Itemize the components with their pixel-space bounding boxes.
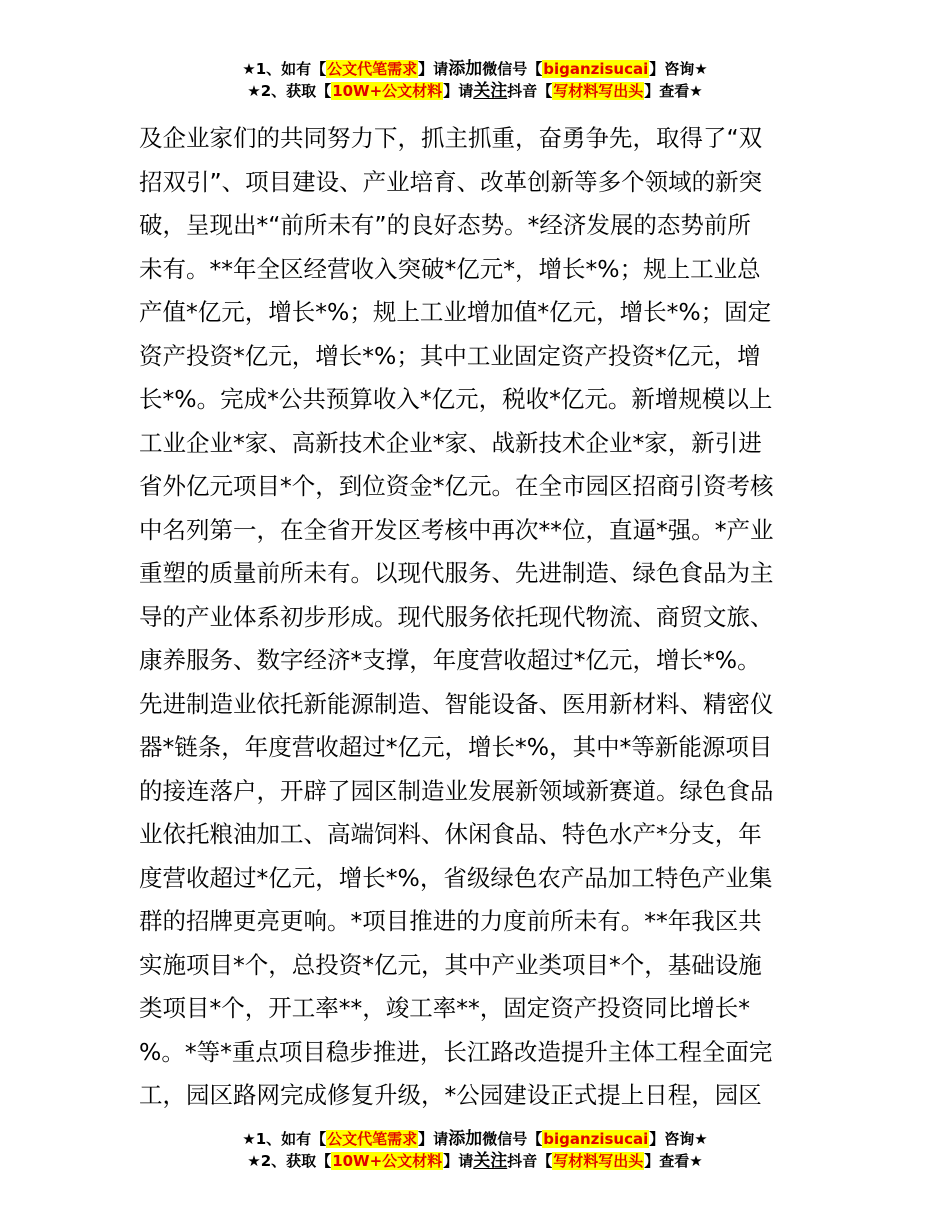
text-line: 实施项目*个，总投资*亿元，其中产业类项目*个，基础设施 xyxy=(139,950,762,979)
highlight-douyin-id: 写材料写出头 xyxy=(553,1152,644,1170)
banner-line-2: ★2、获取【10W+公文材料】请关注抖音【写材料写出头】查看★ xyxy=(247,81,703,101)
banner-line-2: ★2、获取【10W+公文材料】请关注抖音【写材料写出头】查看★ xyxy=(247,1151,703,1171)
text-line: 资产投资*亿元，增长*%；其中工业固定资产投资*亿元，增 xyxy=(139,341,761,370)
footer-banner xyxy=(0,1128,950,1172)
header-banner xyxy=(0,58,950,102)
highlight-service: 公文代笔需求 xyxy=(327,1130,418,1148)
highlight-wechat-id: biganzisucai xyxy=(543,60,649,78)
text-line: 中名列第一，在全省开发区考核中再次**位，直逼*强。*产业 xyxy=(139,515,774,544)
highlight-douyin-id: 写材料写出头 xyxy=(553,82,644,100)
banner-line-1: ★1、如有【公文代笔需求】请添加微信号【biganzisucai】咨询★ xyxy=(242,59,708,79)
text-line: 类项目*个，开工率**，竣工率**，固定资产投资同比增长* xyxy=(139,994,750,1022)
text-line: 器*链条，年度营收超过*亿元，增长*%，其中*等新能源项目 xyxy=(139,733,773,761)
text-line: 破，呈现出*“前所未有”的良好态势。*经济发展的态势前所 xyxy=(139,211,751,239)
text-line: 度营收超过*亿元，增长*%，省级绿色农产品加工特色产业集 xyxy=(139,863,773,892)
text-line: 产值*亿元，增长*%；规上工业增加值*亿元，增长*%；固定 xyxy=(139,298,772,326)
text-line: 省外亿元项目*个，到位资金*亿元。在全市园区招商引资考核 xyxy=(139,472,774,500)
text-line: 康养服务、数字经济*支撑，年度营收超过*亿元，增长*%。 xyxy=(139,646,761,674)
highlight-service: 公文代笔需求 xyxy=(327,60,418,78)
text-line: 重塑的质量前所未有。以现代服务、先进制造、绿色食品为主 xyxy=(139,559,774,587)
text-line: 群的招牌更亮更响。*项目推进的力度前所未有。**年我区共 xyxy=(139,907,762,935)
text-line: 的接连落户，开辟了园区制造业发展新领域新赛道。绿色食品 xyxy=(139,776,774,805)
text-line: 未有。**年全区经营收入突破*亿元*，增长*%；规上工业总 xyxy=(139,254,761,283)
highlight-wechat-id: biganzisucai xyxy=(543,1130,649,1148)
text-line: 导的产业体系初步形成。现代服务依托现代物流、商贸文旅、 xyxy=(139,602,774,631)
text-line: 工业企业*家、高新技术企业*家、战新技术企业*家，新引进 xyxy=(139,428,762,457)
text-line: 招双引”、项目建设、产业培育、改革创新等多个领域的新突 xyxy=(139,167,763,196)
text-line: 业依托粮油加工、高端饲料、休闲食品、特色水产*分支，年 xyxy=(139,820,762,848)
text-line: 及企业家们的共同努力下，抓主抓重，奋勇争先，取得了“双 xyxy=(139,124,763,152)
text-line: 先进制造业依托新能源制造、智能设备、医用新材料、精密仪 xyxy=(139,689,774,718)
text-line: %。*等*重点项目稳步推进，长江路改造提升主体工程全面完 xyxy=(139,1037,773,1066)
text-line: 工，园区路网完成修复升级，*公园建设正式提上日程，园区 xyxy=(139,1081,762,1109)
text-line: 长*%。完成*公共预算收入*亿元，税收*亿元。新增规模以上 xyxy=(139,385,773,413)
document-body xyxy=(139,117,819,1118)
banner-line-1: ★1、如有【公文代笔需求】请添加微信号【biganzisucai】咨询★ xyxy=(242,1129,708,1149)
highlight-materials: 10W+公文材料 xyxy=(332,1152,443,1170)
highlight-materials: 10W+公文材料 xyxy=(332,82,443,100)
